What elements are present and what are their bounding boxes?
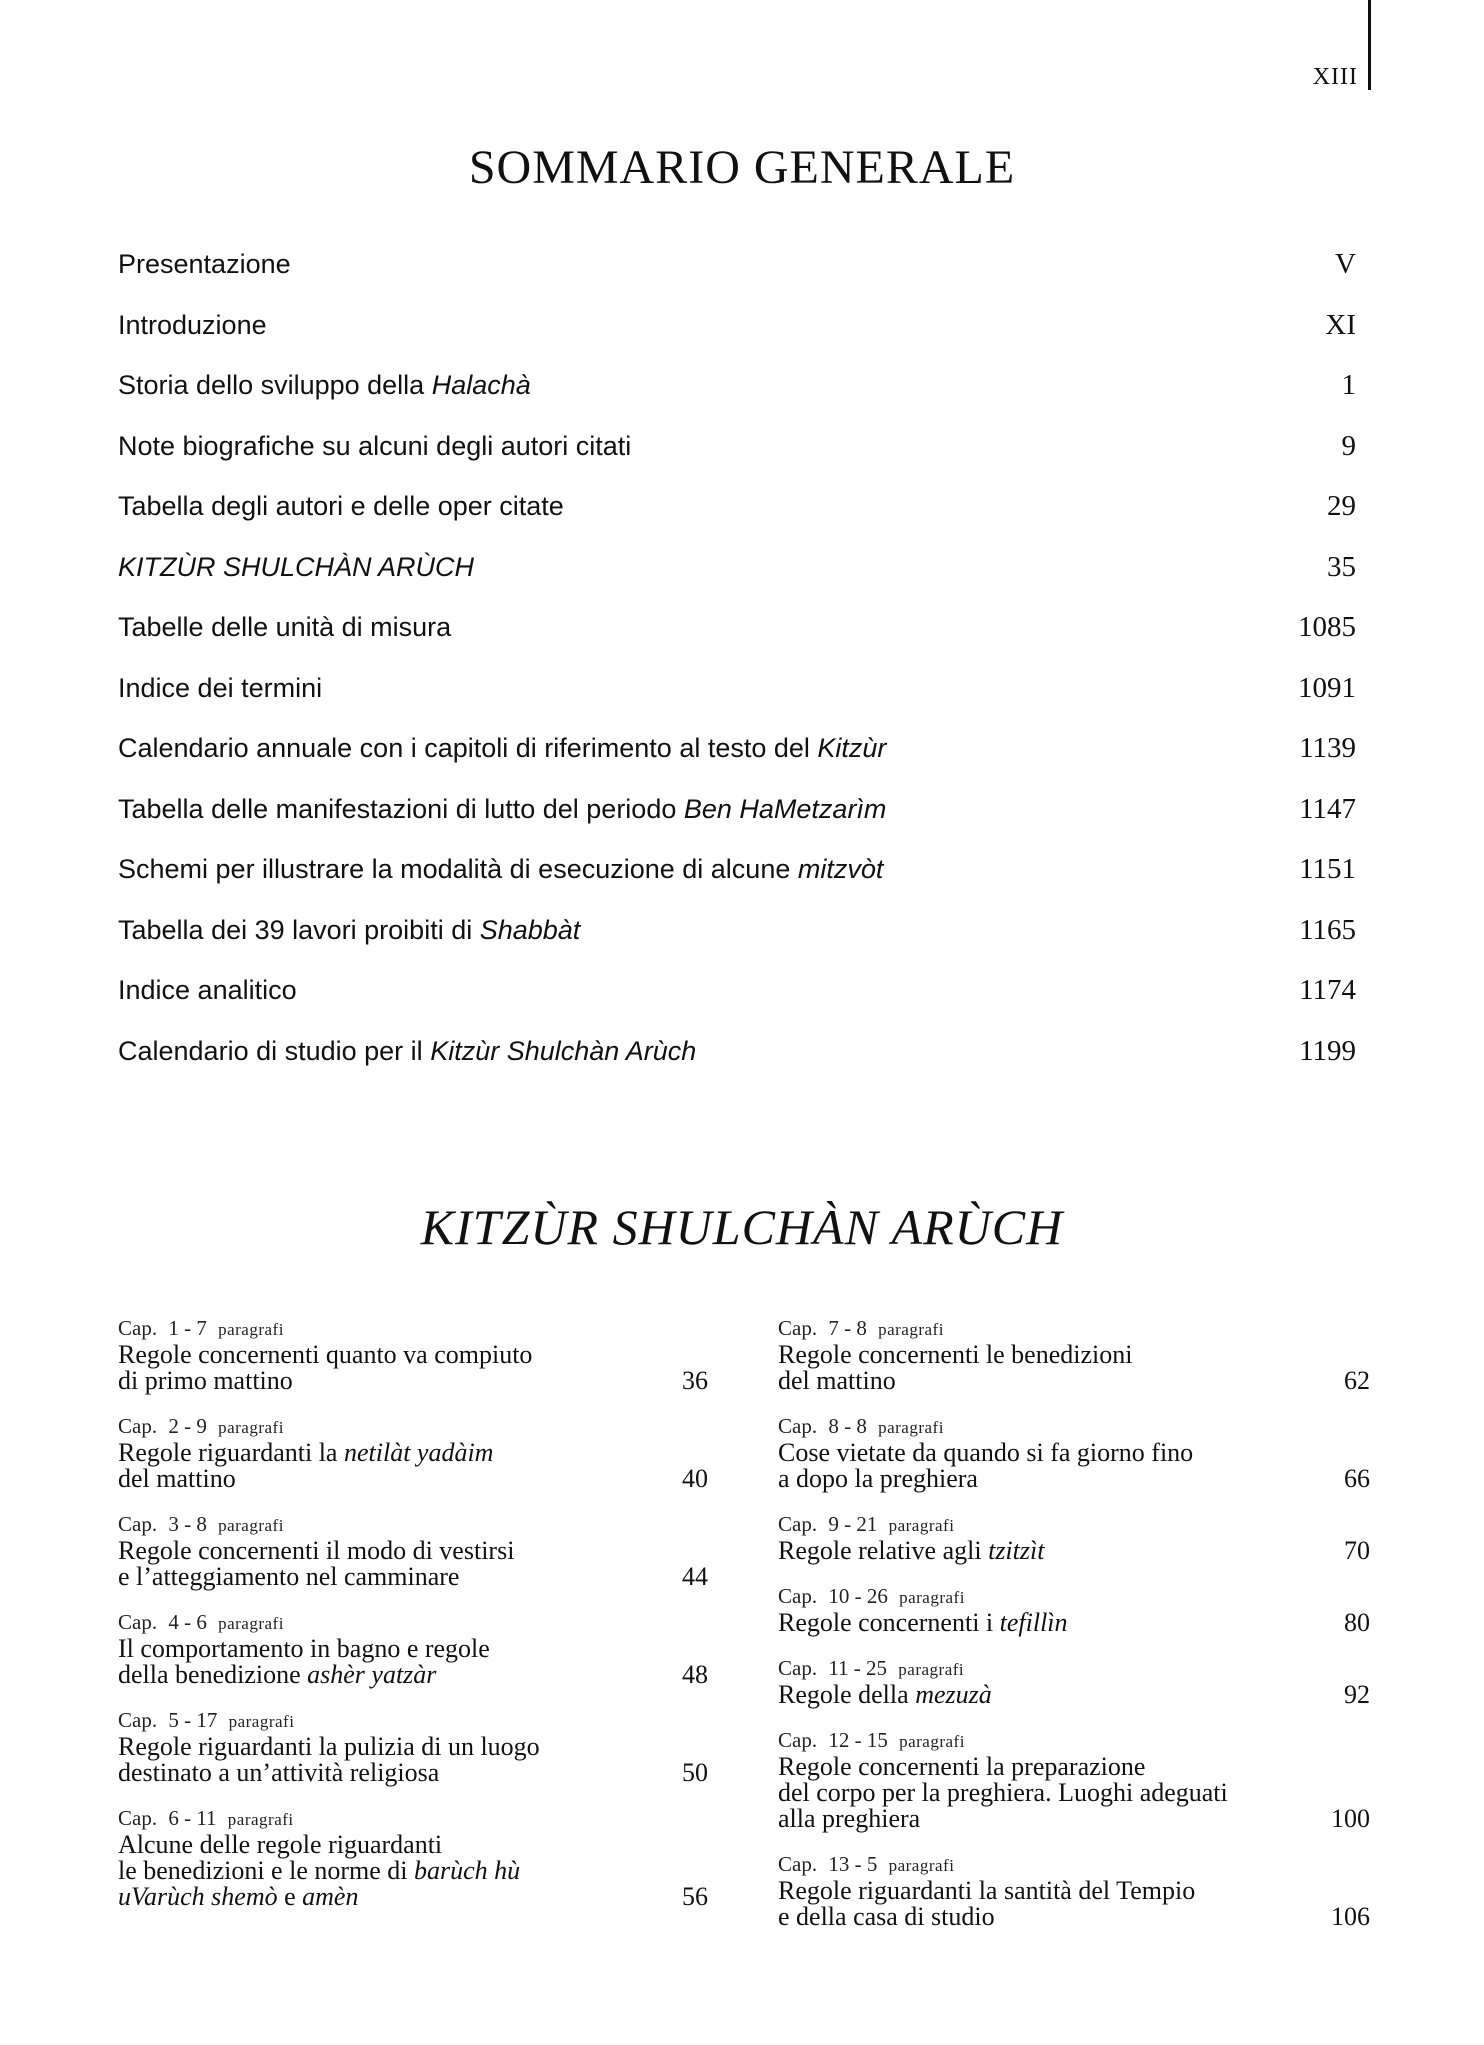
- chapter-number: 1 - 7: [163, 1316, 213, 1340]
- text-segment: a dopo la preghiera: [778, 1464, 978, 1493]
- chapter-header: [778, 1512, 1370, 1538]
- toc-entry-page: XI: [1325, 308, 1356, 341]
- chapter-cap-label: Cap.: [118, 1708, 158, 1732]
- chapter-number: 7 - 8: [823, 1316, 873, 1340]
- chapter-entry[interactable]: [778, 1316, 1370, 1394]
- chapter-entry[interactable]: [118, 1708, 708, 1786]
- chapter-title-line: [118, 1662, 708, 1688]
- toc-entry-title: [118, 794, 886, 825]
- chapter-header: [778, 1316, 1370, 1342]
- toc-entry[interactable]: [118, 551, 1356, 612]
- chapter-title-line: [778, 1806, 1370, 1832]
- italic-term: barùch hù: [414, 1856, 521, 1885]
- text-segment: Calendario di studio per il: [118, 1035, 431, 1066]
- italic-term: tzitzìt: [988, 1536, 1045, 1565]
- chapter-page: 106: [1331, 1902, 1370, 1931]
- chapter-entry[interactable]: [118, 1806, 708, 1910]
- chapter-title-line: [778, 1878, 1370, 1904]
- chapter-title-line: [778, 1368, 1370, 1394]
- toc-entry-title: [118, 310, 267, 341]
- chapter-paragraph-label: paragrafi: [218, 1614, 284, 1633]
- chapter-header: [118, 1316, 708, 1342]
- chapter-header: [118, 1708, 708, 1734]
- chapter-page: 40: [682, 1464, 708, 1493]
- chapter-number: 11 - 25: [823, 1656, 893, 1680]
- chapter-page: 62: [1344, 1366, 1370, 1395]
- chapter-title-line: [118, 1538, 708, 1564]
- toc-entry-page: V: [1335, 248, 1356, 280]
- chapter-paragraph-label: paragrafi: [898, 1660, 965, 1679]
- text-segment: Regole riguardanti la santità del Tempio: [778, 1876, 1196, 1905]
- chapter-cap-label: Cap.: [118, 1806, 158, 1830]
- chapter-paragraph-label: paragrafi: [227, 1810, 294, 1829]
- chapter-title-line: [118, 1734, 708, 1760]
- chapter-header: [118, 1806, 708, 1832]
- italic-term: ashèr yatzàr: [307, 1660, 437, 1689]
- text-segment: Regole concernenti la preparazione: [778, 1752, 1146, 1781]
- chapter-cap-label: Cap.: [778, 1656, 818, 1680]
- text-segment: Regole riguardanti la: [118, 1438, 344, 1467]
- toc-entry-title: [118, 491, 564, 522]
- toc-entry-page: 29: [1327, 490, 1356, 522]
- toc-entry[interactable]: [118, 369, 1356, 430]
- toc-entry-title: [118, 915, 580, 946]
- text-segment: destinato a un’attività religiosa: [118, 1758, 440, 1787]
- chapter-title-line: [118, 1832, 708, 1858]
- italic-term: Ben HaMetzarìm: [683, 793, 887, 824]
- text-segment: Regole riguardanti la pulizia di un luogo: [118, 1732, 540, 1761]
- toc-entry-title: [118, 370, 531, 401]
- chapter-cap-label: Cap.: [778, 1414, 818, 1438]
- toc-entry-page: 1147: [1299, 792, 1356, 825]
- text-segment: alla preghiera: [778, 1804, 921, 1833]
- chapter-entry[interactable]: [778, 1656, 1370, 1708]
- chapter-title-line: [118, 1858, 708, 1884]
- text-segment: Regole concernenti i: [778, 1608, 1000, 1637]
- text-segment: del mattino: [778, 1366, 896, 1395]
- chapter-entry[interactable]: [118, 1610, 708, 1688]
- chapter-header: [778, 1414, 1370, 1440]
- chapter-title-line: [778, 1682, 1370, 1708]
- chapter-header: [778, 1728, 1370, 1754]
- italic-term: mitzvòt: [797, 854, 884, 884]
- chapter-paragraph-label: paragrafi: [878, 1418, 944, 1437]
- toc-entry[interactable]: [118, 853, 1356, 914]
- toc-entry-title: [118, 552, 474, 583]
- chapter-entry[interactable]: [118, 1512, 708, 1590]
- italic-term: Halachà: [431, 370, 531, 400]
- chapter-page: 48: [682, 1660, 708, 1689]
- chapter-number: 5 - 17: [163, 1708, 223, 1732]
- chapter-paragraph-label: paragrafi: [228, 1712, 295, 1731]
- toc-entry-page: 1139: [1299, 732, 1356, 764]
- chapter-number: 8 - 8: [823, 1414, 873, 1438]
- toc-entry-title: [118, 975, 297, 1006]
- toc-entry-page: 35: [1327, 550, 1356, 583]
- toc-entry-title: [118, 673, 322, 704]
- chapter-paragraph-label: paragrafi: [899, 1732, 965, 1751]
- chapter-number: 10 - 26: [823, 1584, 894, 1608]
- toc-entry-page: 1151: [1299, 853, 1356, 885]
- chapter-page: 56: [682, 1882, 708, 1911]
- chapter-entry[interactable]: [778, 1852, 1370, 1930]
- chapter-title-line: [118, 1760, 708, 1786]
- chapter-page: 50: [682, 1758, 708, 1787]
- italic-term: KITZÙR SHULCHÀN ARÙCH: [118, 551, 475, 582]
- italic-term: amèn: [302, 1882, 359, 1911]
- toc-entry-title: [118, 249, 291, 280]
- chapter-paragraph-label: paragrafi: [878, 1320, 944, 1339]
- italic-term: uVarùch shemò: [118, 1882, 278, 1911]
- italic-term: mezuzà: [915, 1680, 992, 1709]
- chapter-column-left: [118, 1316, 708, 1930]
- toc-entry-title: [118, 1036, 696, 1067]
- chapter-title-line: [778, 1342, 1370, 1368]
- chapter-page: 100: [1331, 1804, 1370, 1833]
- text-segment: Calendario annuale con i capitoli di riferimento al testo del: [118, 733, 818, 763]
- chapter-paragraph-label: paragrafi: [218, 1320, 284, 1339]
- text-segment: Tabelle delle unità di misura: [118, 612, 452, 642]
- text-segment: di primo mattino: [118, 1366, 293, 1395]
- toc-entry-page: 1: [1341, 369, 1356, 401]
- chapter-number: 12 - 15: [823, 1728, 894, 1752]
- chapter-cap-label: Cap.: [778, 1316, 818, 1340]
- text-segment: Cose vietate da quando si fa giorno fino: [778, 1438, 1194, 1467]
- toc-entry[interactable]: [118, 248, 1356, 309]
- toc-entry-page: 1174: [1299, 974, 1356, 1006]
- chapter-paragraph-label: paragrafi: [888, 1516, 955, 1535]
- text-segment: Presentazione: [118, 249, 291, 279]
- chapter-header: [778, 1656, 1370, 1682]
- chapter-page: 44: [682, 1562, 708, 1591]
- text-segment: Regole della: [778, 1680, 916, 1709]
- chapter-paragraph-label: paragrafi: [899, 1588, 965, 1607]
- text-segment: Il comportamento in bagno e regole: [118, 1634, 490, 1663]
- chapter-header: [118, 1414, 708, 1440]
- toc-entry[interactable]: [118, 793, 1356, 854]
- toc-entry-title: [118, 612, 451, 643]
- chapter-column-right: [778, 1316, 1370, 1950]
- toc-entry-title: [118, 733, 886, 764]
- chapter-entry[interactable]: [118, 1414, 708, 1492]
- text-segment: e: [277, 1882, 303, 1911]
- chapter-cap-label: Cap.: [118, 1414, 158, 1438]
- chapter-cap-label: Cap.: [778, 1728, 818, 1752]
- chapter-page: 36: [682, 1366, 708, 1395]
- chapter-title-line: [778, 1466, 1370, 1492]
- text-segment: Alcune delle regole riguardanti: [118, 1830, 443, 1859]
- text-segment: del mattino: [118, 1464, 236, 1493]
- chapter-entry[interactable]: [778, 1512, 1370, 1564]
- chapter-page: 80: [1344, 1608, 1370, 1637]
- toc-entry-page: 9: [1341, 429, 1356, 462]
- toc-entry-page: 1165: [1299, 913, 1356, 946]
- text-segment: Regole concernenti quanto va compiuto: [118, 1340, 533, 1369]
- chapter-number: 13 - 5: [823, 1852, 883, 1876]
- chapter-title-line: [778, 1440, 1370, 1466]
- chapter-number: 3 - 8: [163, 1512, 213, 1536]
- chapter-title-line: [778, 1538, 1370, 1564]
- chapter-page: 70: [1344, 1536, 1370, 1565]
- chapter-entry[interactable]: [118, 1316, 708, 1394]
- text-segment: Tabella delle manifestazioni di lutto del periodo: [118, 793, 684, 824]
- chapter-paragraph-label: paragrafi: [218, 1516, 284, 1535]
- text-segment: Indice dei termini: [118, 672, 323, 703]
- toc-entry[interactable]: [118, 490, 1356, 551]
- italic-term: Kitzùr: [817, 733, 887, 763]
- toc-entry-title: [118, 854, 883, 885]
- chapter-number: 6 - 11: [163, 1806, 222, 1830]
- chapter-cap-label: Cap.: [778, 1512, 818, 1536]
- chapter-header: [778, 1584, 1370, 1610]
- toc-entry-title: [118, 431, 631, 462]
- toc-entry[interactable]: [118, 732, 1356, 793]
- toc-entry-page: 1085: [1298, 611, 1356, 643]
- text-segment: Note biografiche su alcuni degli autori citati: [118, 430, 632, 461]
- toc-entry[interactable]: [118, 1035, 1356, 1096]
- chapter-title-line: [778, 1754, 1370, 1780]
- chapter-number: 9 - 21: [823, 1512, 883, 1536]
- text-segment: Indice analitico: [118, 975, 297, 1005]
- chapter-header: [118, 1610, 708, 1636]
- chapter-page: 92: [1344, 1680, 1370, 1709]
- chapter-entry[interactable]: [778, 1414, 1370, 1492]
- text-segment: del corpo per la preghiera. Luoghi adeguati: [778, 1778, 1228, 1807]
- italic-term: netilàt yadàim: [343, 1438, 494, 1467]
- chapter-paragraph-label: paragrafi: [888, 1856, 955, 1875]
- chapter-title-line: [118, 1466, 708, 1492]
- chapter-entry[interactable]: [778, 1728, 1370, 1832]
- chapter-title-line: [778, 1610, 1370, 1636]
- text-segment: della benedizione: [118, 1660, 308, 1689]
- chapter-cap-label: Cap.: [118, 1610, 158, 1634]
- italic-term: tefillìn: [999, 1608, 1068, 1637]
- chapter-page: 66: [1344, 1464, 1370, 1493]
- page-title: SOMMARIO GENERALE: [468, 141, 1016, 194]
- italic-term: Kitzùr Shulchàn Arùch: [430, 1035, 697, 1066]
- text-segment: Regole concernenti il modo di vestirsi: [118, 1536, 515, 1565]
- chapter-cap-label: Cap.: [118, 1316, 158, 1340]
- chapter-title-line: [118, 1368, 708, 1394]
- chapter-title-line: [118, 1884, 708, 1910]
- text-segment: Schemi per illustrare la modalità di esecuzione di alcune: [118, 854, 798, 884]
- toc-entry-page: 1199: [1299, 1034, 1356, 1067]
- chapter-title-line: [778, 1904, 1370, 1930]
- table-of-contents: [118, 248, 1356, 1095]
- text-segment: Regole concernenti le benedizioni: [778, 1340, 1133, 1369]
- text-segment: Tabella degli autori e delle oper citate: [118, 491, 564, 521]
- toc-entry[interactable]: [118, 430, 1356, 491]
- toc-entry[interactable]: [118, 611, 1356, 672]
- toc-entry-page: 1091: [1298, 671, 1356, 704]
- chapter-title-line: [778, 1780, 1370, 1806]
- chapter-cap-label: Cap.: [118, 1512, 158, 1536]
- chapter-cap-label: Cap.: [778, 1584, 818, 1608]
- text-segment: le benedizioni e le norme di: [118, 1856, 415, 1885]
- toc-entry[interactable]: [118, 914, 1356, 975]
- page-number: XIII: [1312, 64, 1358, 90]
- text-segment: e della casa di studio: [778, 1902, 995, 1931]
- toc-entry[interactable]: [118, 974, 1356, 1035]
- text-segment: e l’atteggiamento nel camminare: [118, 1562, 460, 1591]
- chapter-title-line: [118, 1342, 708, 1368]
- chapter-title-line: [118, 1440, 708, 1466]
- chapter-cap-label: Cap.: [778, 1852, 818, 1876]
- chapter-header: [778, 1852, 1370, 1878]
- section-title: KITZÙR SHULCHÀN ARÙCH: [420, 1199, 1064, 1255]
- page-edge-rule: [1368, 0, 1371, 90]
- chapter-entry[interactable]: [778, 1584, 1370, 1636]
- toc-entry[interactable]: [118, 309, 1356, 370]
- italic-term: Shabbàt: [479, 914, 581, 945]
- text-segment: Tabella dei 39 lavori proibiti di: [118, 914, 480, 945]
- text-segment: Storia dello sviluppo della: [118, 370, 432, 400]
- chapter-title-line: [118, 1636, 708, 1662]
- chapter-header: [118, 1512, 708, 1538]
- chapter-number: 4 - 6: [163, 1610, 213, 1634]
- toc-entry[interactable]: [118, 672, 1356, 733]
- chapter-title-line: [118, 1564, 708, 1590]
- text-segment: Regole relative agli: [778, 1536, 989, 1565]
- text-segment: Introduzione: [118, 309, 267, 340]
- chapter-paragraph-label: paragrafi: [218, 1418, 284, 1437]
- chapter-number: 2 - 9: [163, 1414, 213, 1438]
